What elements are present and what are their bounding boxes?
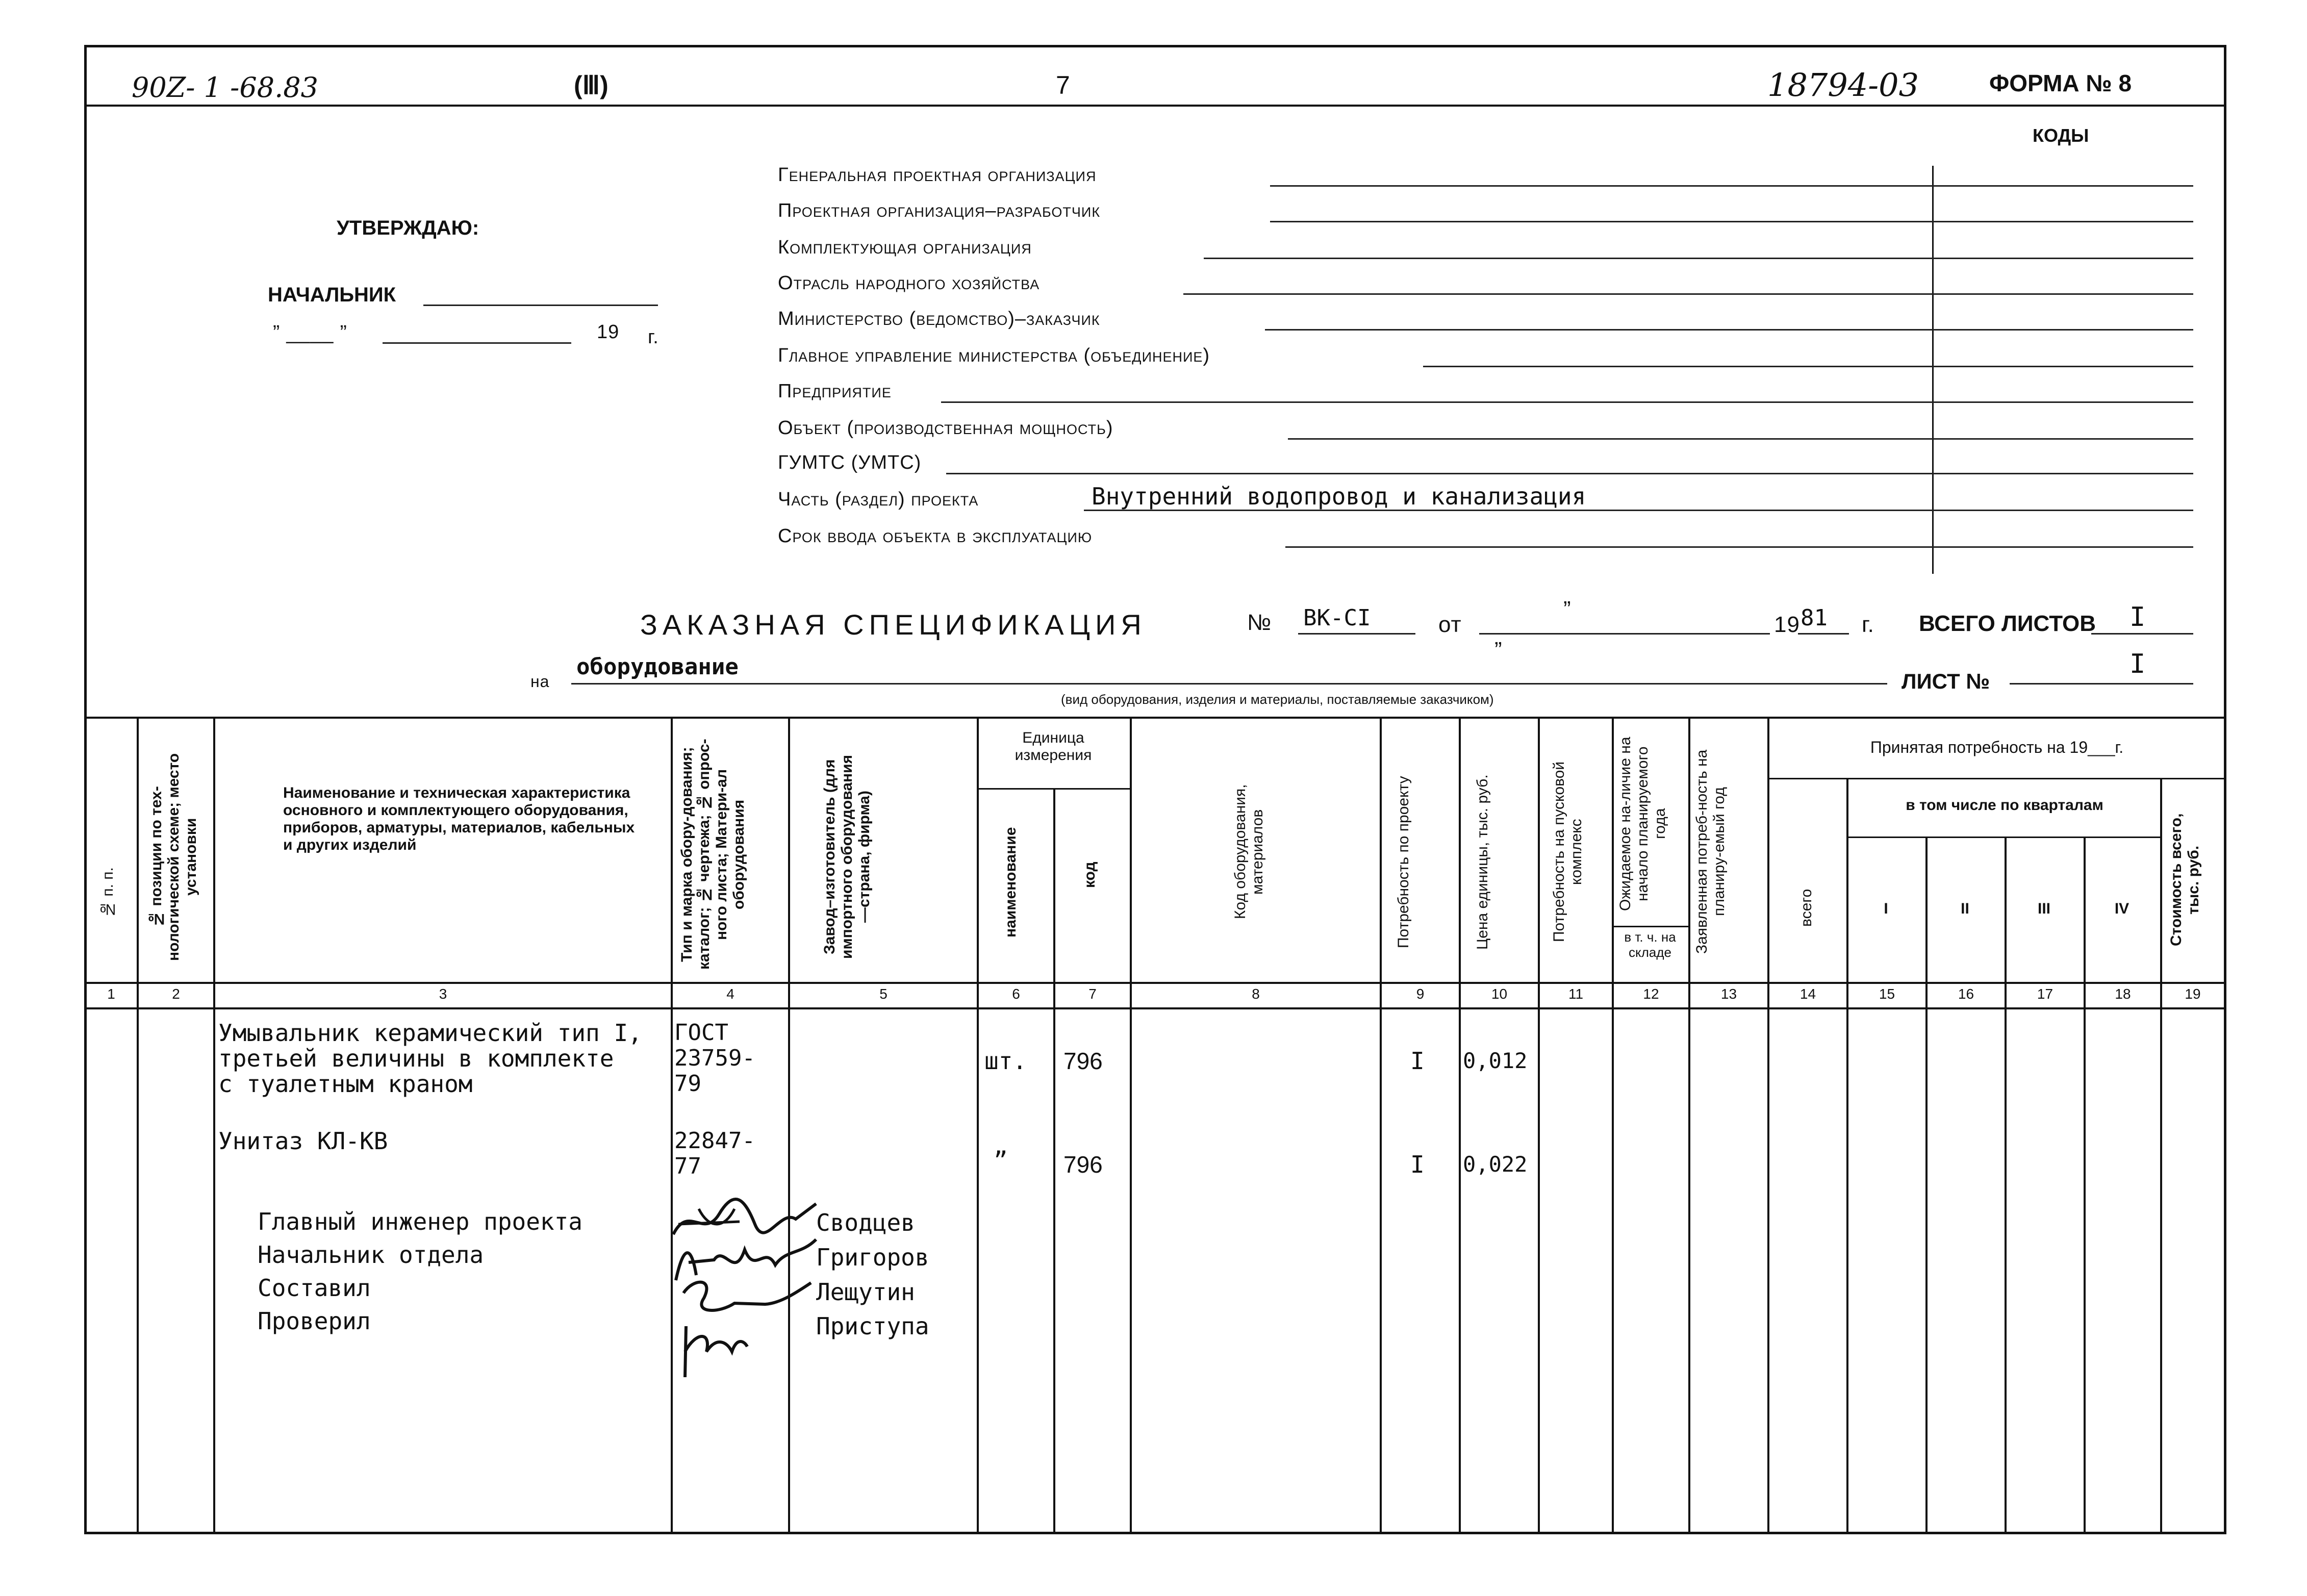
org-line xyxy=(941,401,2193,403)
col-number: 2 xyxy=(172,986,180,1002)
col-number: 16 xyxy=(1958,986,1974,1002)
col-line xyxy=(1767,717,1769,1533)
col-header-13: Заявленная потреб-ность на планиру-емый год xyxy=(1693,749,1728,954)
signature-person: Приступа xyxy=(816,1312,929,1340)
col-line xyxy=(1459,717,1461,1533)
item-type: ГОСТ 23759- 79 xyxy=(674,1020,755,1097)
item-type: 22847- 77 xyxy=(674,1128,755,1179)
handwritten-signature-3 xyxy=(673,1273,816,1319)
inventory-number: 18794-03 xyxy=(1767,66,1919,104)
chief-line xyxy=(423,304,658,306)
col-header-1: № п. п. xyxy=(99,867,116,918)
project-part-value: Внутренний водопровод и канализация xyxy=(1092,483,1586,510)
col-header-14: всего xyxy=(1798,889,1815,927)
col-header-10: Цена единицы, тыс. руб. xyxy=(1474,774,1491,950)
col-line xyxy=(137,717,139,1533)
col-line xyxy=(1130,717,1132,1533)
spec-note: (вид оборудования, изделия и материалы, поставляемые заказчиком) xyxy=(1061,692,1494,707)
accepted-subheader-line xyxy=(1767,778,2226,779)
col-header-5: Завод–изготовитель (для импортного оборудования —страна, фирма) xyxy=(821,754,873,959)
spec-year-prefix: 19 xyxy=(1774,612,1800,637)
signature-person: Григоров xyxy=(816,1244,929,1271)
handwritten-signature-4 xyxy=(671,1316,752,1382)
org-label: Объект (производственная мощность) xyxy=(778,417,1113,439)
doc-code: 90Z- 1 -68.83 xyxy=(132,71,319,104)
item-name: Умывальник керамический тип I, третьей величины в комплекте с туалетным краном xyxy=(218,1019,642,1098)
col-number: 9 xyxy=(1416,986,1425,1002)
col-line xyxy=(1538,717,1540,1533)
org-label: Часть (раздел) проекта xyxy=(778,489,979,510)
col-line xyxy=(2005,837,2007,1533)
spec-year-value: 81 xyxy=(1801,605,1828,631)
approval-month-line xyxy=(383,342,571,344)
col-header-3: Наименование и техническая характеристика основного и комплектующего оборудования, приборов, арматуры, материалов, кабельных и других изделий xyxy=(283,784,635,853)
sheet-no-line xyxy=(2010,682,2193,685)
col-line xyxy=(788,717,790,1533)
org-line xyxy=(1270,220,2193,222)
page-number: 7 xyxy=(1056,71,1070,99)
org-line xyxy=(1270,185,2193,187)
col-line xyxy=(2160,778,2162,1533)
org-line xyxy=(1183,293,2193,295)
col-header-q3: III xyxy=(2037,900,2050,917)
org-label: Срок ввода объекта в эксплуатацию xyxy=(778,525,1093,547)
col-header-8: Код оборудования, материалов xyxy=(1232,784,1266,920)
spec-on-label: на xyxy=(530,672,550,691)
org-line xyxy=(1084,509,2193,511)
spec-year-line xyxy=(1798,632,1849,635)
col-number: 13 xyxy=(1720,986,1737,1002)
col-number: 18 xyxy=(2115,986,2131,1002)
spec-title: ЗАКАЗНАЯ СПЕЦИФИКАЦИЯ xyxy=(640,609,1147,641)
table-top-border xyxy=(84,717,2226,719)
org-line xyxy=(1204,257,2193,259)
col-number: 14 xyxy=(1799,986,1816,1002)
spec-year-suffix: г. xyxy=(1862,612,1874,637)
col-header-12: Ожидаемое на-личие на начало планируемого года xyxy=(1617,737,1668,911)
org-line xyxy=(1285,546,2193,548)
quarters-subheader-line xyxy=(1846,837,2160,838)
col-header-11: Потребность на пусковой комплекс xyxy=(1551,761,1585,943)
col-line xyxy=(1612,717,1614,1533)
col-header-quarters: в том числе по кварталам xyxy=(1906,797,2103,814)
col-number: 7 xyxy=(1088,986,1097,1002)
spec-from-label: от xyxy=(1438,612,1462,637)
spec-quote-1: ” xyxy=(1563,597,1571,622)
total-sheets-line xyxy=(2091,632,2193,635)
sheet-no-value: I xyxy=(2129,649,2146,679)
col-header-q2: II xyxy=(1961,900,1969,917)
col-number: 10 xyxy=(1491,986,1508,1002)
item-unit-code: 796 xyxy=(1063,1151,1103,1178)
org-label: Главное управление министерства (объединение) xyxy=(778,345,1210,366)
col-header-9: Потребность по проекту xyxy=(1395,776,1412,948)
col-number: 19 xyxy=(2185,986,2201,1002)
spec-no-value: ВК-СI xyxy=(1303,605,1371,631)
spec-no-line xyxy=(1298,632,1415,635)
col-number: 6 xyxy=(1012,986,1020,1002)
col-number: 12 xyxy=(1643,986,1659,1002)
total-sheets-value: I xyxy=(2129,602,2146,632)
part-number: (Ⅲ) xyxy=(574,71,609,99)
spec-on-value: оборудование xyxy=(576,654,739,680)
col-header-6: наименование xyxy=(1002,827,1019,938)
col-header-12b: в т. ч. на складе xyxy=(1624,929,1676,960)
chief-label: НАЧАЛЬНИК xyxy=(268,284,396,306)
col-line xyxy=(977,717,979,1533)
col-header-4: Тип и марка обору-дования; каталог; № чертежа; № опрос-ного листа; Матери-ал оборудования xyxy=(678,739,747,970)
approve-label: УТВЕРЖДАЮ: xyxy=(337,217,479,239)
total-sheets-label: ВСЕГО ЛИСТОВ xyxy=(1919,611,2096,636)
col-line xyxy=(1925,837,1928,1533)
col-number: 3 xyxy=(439,986,447,1002)
spec-on-line xyxy=(571,682,1887,685)
item-unit-name: шт. xyxy=(984,1047,1027,1075)
signature-person: Сводцев xyxy=(816,1209,915,1236)
col-header-accepted: Принятая потребность на 19___г. xyxy=(1870,738,2124,756)
signature-person: Лещутин xyxy=(816,1278,915,1306)
col-header-2: № позиции по тех-нологической схеме; место установки xyxy=(148,753,199,961)
org-line xyxy=(1423,365,2193,367)
col-line xyxy=(1688,717,1690,1533)
table-number-row-bottom xyxy=(84,1007,2226,1009)
col-header-q4: IV xyxy=(2114,900,2129,917)
org-line xyxy=(946,472,2193,474)
col-number: 8 xyxy=(1252,986,1260,1002)
org-label: Министерство (ведомство)–заказчик xyxy=(778,308,1100,330)
col-number: 1 xyxy=(107,986,115,1002)
spec-quote-2: ” xyxy=(1494,638,1503,663)
item-name: Унитаз КЛ-КВ xyxy=(218,1127,388,1155)
item-price: 0,022 xyxy=(1463,1152,1528,1177)
signature-role: Составил xyxy=(258,1274,371,1302)
table-header-bottom xyxy=(84,982,2226,984)
org-label: Проектная организация–разработчик xyxy=(778,200,1101,221)
col-line xyxy=(2084,837,2086,1533)
item-unit-name: ” xyxy=(994,1147,1008,1174)
org-label: Генеральная проектная организация xyxy=(778,164,1097,186)
org-label: Комплектующая организация xyxy=(778,237,1032,258)
col-header-19: Стоимость всего, тыс. руб. xyxy=(2168,813,2202,947)
approval-year: 19 xyxy=(597,321,620,343)
signature-role: Главный инженер проекта xyxy=(258,1208,582,1235)
col-number: 5 xyxy=(879,986,888,1002)
unit-subheader-line xyxy=(977,788,1130,790)
org-label: Предприятие xyxy=(778,381,892,402)
signature-role: Проверил xyxy=(258,1307,371,1335)
item-need: I xyxy=(1410,1151,1425,1178)
signature-role: Начальник отдела xyxy=(258,1241,484,1269)
col-line xyxy=(1380,717,1382,1533)
col-number: 17 xyxy=(2037,986,2054,1002)
col-header-q1: I xyxy=(1884,900,1888,917)
spec-no-label: № xyxy=(1247,610,1272,635)
org-label: ГУМТС (УМТС) xyxy=(778,452,922,473)
codes-label: КОДЫ xyxy=(2033,125,2089,146)
col-header-unit: Единица измерения xyxy=(1015,729,1092,764)
org-label: Отрасль народного хозяйства xyxy=(778,272,1040,294)
col-header-7: код xyxy=(1081,862,1098,888)
col-number: 11 xyxy=(1568,986,1584,1002)
sheet-label: ЛИСТ № xyxy=(1902,669,1990,693)
org-line xyxy=(1288,438,2193,440)
col-line xyxy=(671,717,673,1533)
approval-year-suffix: г. xyxy=(648,326,659,348)
col-number: 15 xyxy=(1879,986,1895,1002)
header-divider xyxy=(84,105,2226,107)
form-label: ФОРМА № 8 xyxy=(1989,70,2132,96)
col-number: 4 xyxy=(726,986,734,1002)
col-line xyxy=(1053,788,1055,1533)
col-line xyxy=(213,717,215,1533)
codes-divider xyxy=(1932,166,1934,574)
org-line xyxy=(1265,328,2193,331)
spec-date-line xyxy=(1479,632,1770,635)
item-price: 0,012 xyxy=(1463,1048,1528,1073)
col-line xyxy=(1846,778,1848,1533)
item-need: I xyxy=(1410,1047,1425,1075)
item-unit-code: 796 xyxy=(1063,1048,1103,1074)
approval-date-open: ” ____ ” xyxy=(273,321,347,344)
stock-subheader-line xyxy=(1612,926,1688,927)
